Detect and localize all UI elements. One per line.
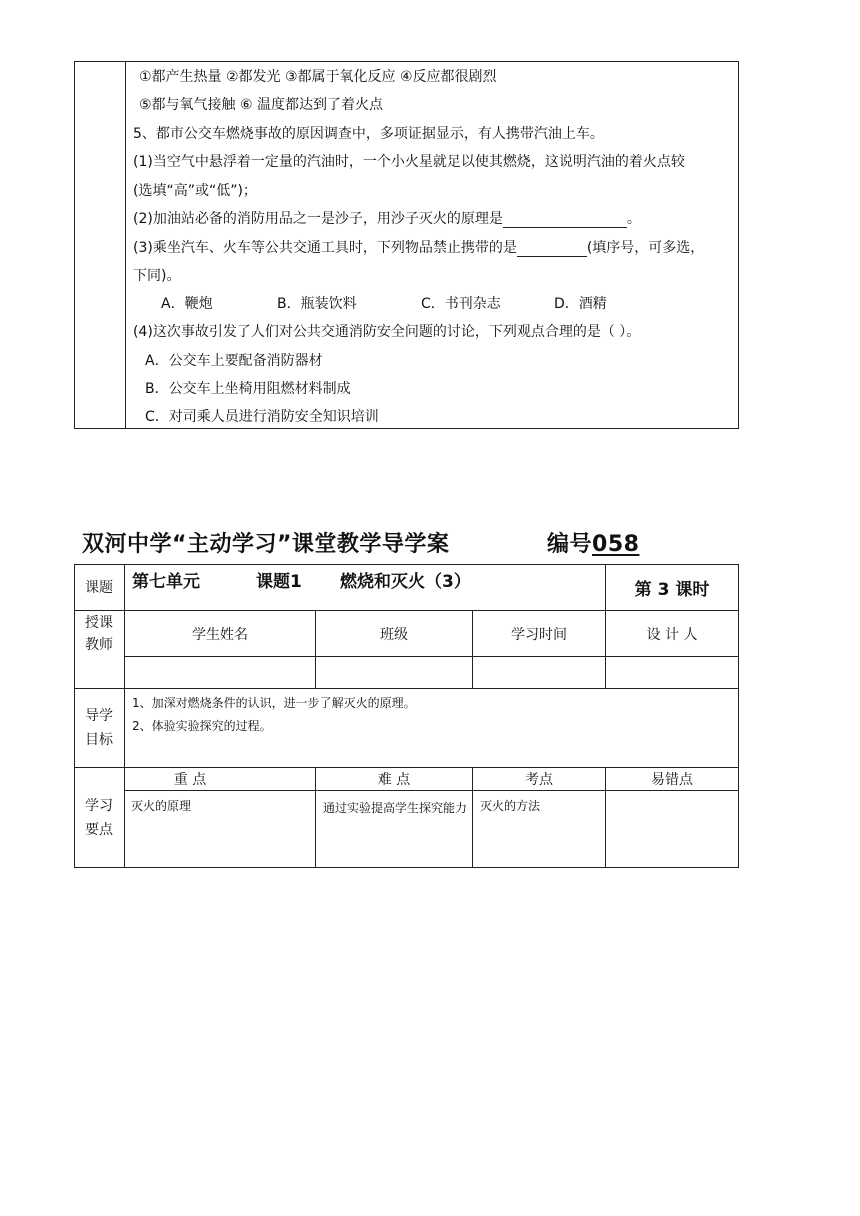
- goal-2: 2、体验实验探究的过程。: [132, 719, 272, 733]
- question-5-1-line-a: (1)当空气中悬浮着一定量的汽油时，一个小火星就足以使其燃烧，这说明汽油的着火点较: [133, 154, 685, 170]
- study-time-cell[interactable]: [473, 657, 605, 688]
- answer-blank[interactable]: [517, 241, 587, 257]
- difficulty-value: 通过实验提高学生探究能力: [323, 801, 468, 815]
- question-5-3-line-a: [133, 239, 704, 257]
- option-d: D．酒精: [554, 296, 607, 312]
- student-name-cell[interactable]: [125, 657, 315, 688]
- error-header: 易错点: [651, 772, 693, 788]
- question-5-2-text: (2)加油站必备的消防用品之一是沙子，用沙子灭火的原理是: [133, 211, 503, 227]
- class-header: 班级: [380, 626, 408, 643]
- question-table: [74, 61, 739, 429]
- question-5-4: (4)这次事故引发了人们对公共交通消防安全问题的讨论，下列观点合理的是（ ）。: [133, 324, 641, 340]
- answer-a: A．公交车上要配备消防器材: [145, 353, 323, 369]
- goals-label: 导学目标: [85, 708, 113, 748]
- topic-unit: 第七单元: [132, 572, 200, 592]
- options-line-1: ①都产生热量 ②都发光 ③都属于氧化反应 ④反应都很剧烈: [139, 69, 497, 85]
- option-c: C．书刊杂志: [421, 296, 501, 312]
- option-a: A．鞭炮: [161, 296, 213, 312]
- goal-1: 1、加深对燃烧条件的认识，进一步了解灭火的原理。: [132, 696, 416, 710]
- exam-value: 灭火的方法: [480, 799, 541, 813]
- student-name-header: 学生姓名: [192, 626, 248, 643]
- exam-header: 考点: [525, 772, 553, 788]
- answer-c: C．对司乘人员进行消防安全知识培训: [145, 409, 379, 425]
- study-time-header: 学习时间: [511, 626, 567, 643]
- topic-lesson: 课题1: [256, 572, 302, 592]
- difficulty-header: 难 点: [377, 772, 411, 788]
- question-5-3-text-end: (填序号，可多选，: [586, 240, 705, 256]
- answer-blank[interactable]: [503, 212, 627, 228]
- designer-cell[interactable]: [606, 657, 738, 688]
- question-5-2-end: 。: [626, 211, 641, 227]
- document-title: [82, 527, 640, 558]
- question-5-1-line-b: (选填“高”或“低”)；: [133, 183, 257, 199]
- number-label: 编号: [547, 532, 593, 557]
- question-5-stem: 5、都市公交车燃烧事故的原因调查中，多项证据显示，有人携带汽油上车。: [133, 126, 604, 142]
- grid-line: [74, 867, 739, 868]
- topic-label: 课题: [85, 580, 113, 596]
- key-points-label: 学习要点: [85, 797, 113, 838]
- document-number: [547, 527, 639, 558]
- designer-header: 设 计 人: [646, 626, 698, 643]
- number-value: 058: [592, 532, 640, 557]
- option-b: B．瓶装饮料: [277, 296, 357, 312]
- question-5-2: [133, 210, 641, 228]
- class-cell[interactable]: [316, 657, 472, 688]
- question-table-left-column: [75, 62, 126, 428]
- focus-value: 灭火的原理: [131, 799, 192, 813]
- question-5-3-line-b: 下同)。: [133, 268, 181, 284]
- grid-line: [124, 564, 125, 868]
- lesson-period: 第 3 课时: [634, 580, 710, 600]
- topic-name: 燃烧和灭火（3）: [340, 572, 471, 592]
- options-line-2: ⑤都与氧气接触 ⑥ 温度都达到了着火点: [139, 97, 384, 113]
- answer-b: B．公交车上坐椅用阻燃材料制成: [145, 381, 351, 397]
- grid-line: [124, 790, 739, 791]
- title-text: 双河中学“主动学习”课堂教学导学案: [82, 532, 450, 557]
- question-5-3-text: (3)乘坐汽车、火车等公共交通工具时，下列物品禁止携带的是: [133, 240, 517, 256]
- grid-line: [74, 688, 739, 689]
- focus-header: 重 点: [173, 772, 207, 788]
- teacher-label: 授课教师: [85, 614, 113, 653]
